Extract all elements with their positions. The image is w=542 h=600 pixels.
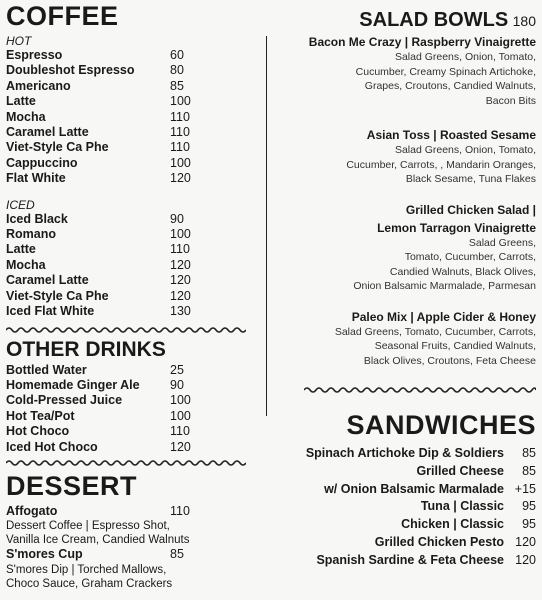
wave-divider: [6, 326, 246, 334]
bowl-line: Salad Greens,: [468, 236, 536, 249]
dessert-list: [6, 504, 250, 591]
other-drinks-title: OTHER DRINKS: [6, 337, 166, 361]
bowl-line: Bacon Bits: [485, 94, 536, 107]
hot-coffee-list: [6, 48, 250, 187]
menu-item: Iced Black 90: [6, 211, 184, 226]
menu-item: S'mores Cup 85: [6, 547, 184, 562]
menu-item: Latte 110: [6, 242, 190, 257]
bowl-line: Seasonal Fruits, Candied Walnuts,: [374, 340, 536, 352]
menu-item: Viet-Style Ca Phe 110: [6, 140, 190, 155]
menu-item: Romano 100: [6, 227, 191, 242]
salad-title: SALAD BOWLS: [359, 9, 509, 31]
menu-item: w/ Onion Balsamic Marmalade +15: [324, 481, 536, 496]
menu-item: Viet-Style Ca Phe 120: [6, 288, 191, 303]
menu-item: Iced Flat White 130: [6, 304, 191, 319]
item-description: Choco Sauce, Graham Crackers: [6, 577, 173, 590]
wave-divider: [304, 386, 536, 394]
menu-item: Homemade Ginger Ale 90: [6, 377, 184, 392]
menu-item: Americano 85: [6, 78, 184, 93]
item-description: S'mores Dip | Torched Mallows,: [6, 563, 167, 576]
salad-header: [272, 10, 536, 31]
bowl-line: Salad Greens, Tomato, Cucumber, Carrots,: [334, 325, 536, 338]
bowl-line: Black Sesame, Tuna Flakes: [405, 173, 536, 185]
salad-bowl: [272, 35, 536, 108]
salad-bowl: [272, 128, 536, 187]
dessert-title: DESSERT: [6, 470, 138, 501]
wave-divider: [6, 459, 246, 467]
menu-item: Mocha 120: [6, 257, 191, 272]
column-divider: [266, 36, 267, 416]
menu-item: Doubleshot Espresso 80: [6, 63, 184, 78]
iced-label: ICED: [6, 197, 35, 212]
menu-item: Cold-Pressed Juice 100: [6, 393, 191, 408]
bowl-line: Onion Balsamic Marmalade, Parmesan: [353, 280, 536, 292]
other-drinks-list: [6, 363, 250, 455]
sandwiches-title: SANDWICHES: [346, 410, 536, 440]
coffee-title: COFFEE: [6, 1, 119, 31]
menu-item: Chicken | Classic 95: [401, 517, 536, 532]
bowl-line: Salad Greens, Onion, Tomato,: [394, 51, 536, 63]
menu-item: Caramel Latte 110: [6, 125, 190, 140]
menu-item: Cappuccino 100: [6, 155, 191, 170]
bowl-title: Grilled Chicken Salad |: [405, 202, 536, 217]
menu-item: Tuna | Classic 95: [420, 499, 536, 514]
menu-item: Spinach Artichoke Dip & Soldiers 85: [305, 446, 536, 460]
bowl-line: Grapes, Croutons, Candied Walnuts,: [364, 80, 536, 92]
menu-item: Hot Choco 110: [6, 424, 190, 439]
menu-item: Espresso 60: [6, 48, 184, 62]
menu-item: Affogato 110: [6, 503, 190, 518]
bowl-line: Candied Walnuts, Black Olives,: [389, 265, 536, 278]
item-description: Dessert Coffee | Espresso Shot,: [6, 520, 170, 533]
menu-item: Hot Tea/Pot 100: [6, 408, 191, 423]
right-column: [272, 0, 536, 600]
menu-item: Latte 100: [6, 94, 191, 109]
menu-item: Flat White 120: [6, 171, 191, 186]
left-column: [6, 0, 250, 600]
salad-price: 180: [512, 13, 536, 29]
menu-item: Spanish Sardine & Feta Cheese 120: [316, 552, 536, 567]
bowl-title: Paleo Mix | Apple Cider & Honey: [351, 309, 536, 324]
salad-bowl: [272, 310, 536, 369]
menu-item: Caramel Latte 120: [6, 273, 191, 288]
menu-item: Iced Hot Choco 120: [6, 439, 191, 454]
hot-label: HOT: [6, 34, 32, 48]
menu-item: Grilled Cheese 85: [416, 463, 536, 478]
iced-coffee-list: [6, 212, 250, 320]
menu-item: Bottled Water 25: [6, 362, 184, 377]
bowl-line: Black Olives, Croutons, Feta Cheese: [363, 354, 536, 367]
bowl-line: Cucumber, Carrots, , Mandarin Oranges,: [346, 158, 536, 171]
sandwich-list: [272, 445, 536, 570]
bowl-title: Bacon Me Crazy | Raspberry Vinaigrette: [308, 35, 536, 49]
bowl-line: Salad Greens, Onion, Tomato,: [394, 144, 536, 156]
bowl-title: Lemon Tarragon Vinaigrette: [377, 220, 536, 235]
bowl-line: Cucumber, Creamy Spinach Artichoke,: [355, 65, 536, 78]
menu-item: Mocha 110: [6, 109, 190, 124]
bowl-title: Asian Toss | Roasted Sesame: [366, 128, 536, 142]
bowl-line: Tomato, Cucumber, Carrots,: [404, 251, 536, 263]
item-description: Vanilla Ice Cream, Candied Walnuts: [6, 534, 190, 547]
salad-bowl: [272, 203, 536, 294]
menu-item: Grilled Chicken Pesto 120: [374, 534, 536, 549]
